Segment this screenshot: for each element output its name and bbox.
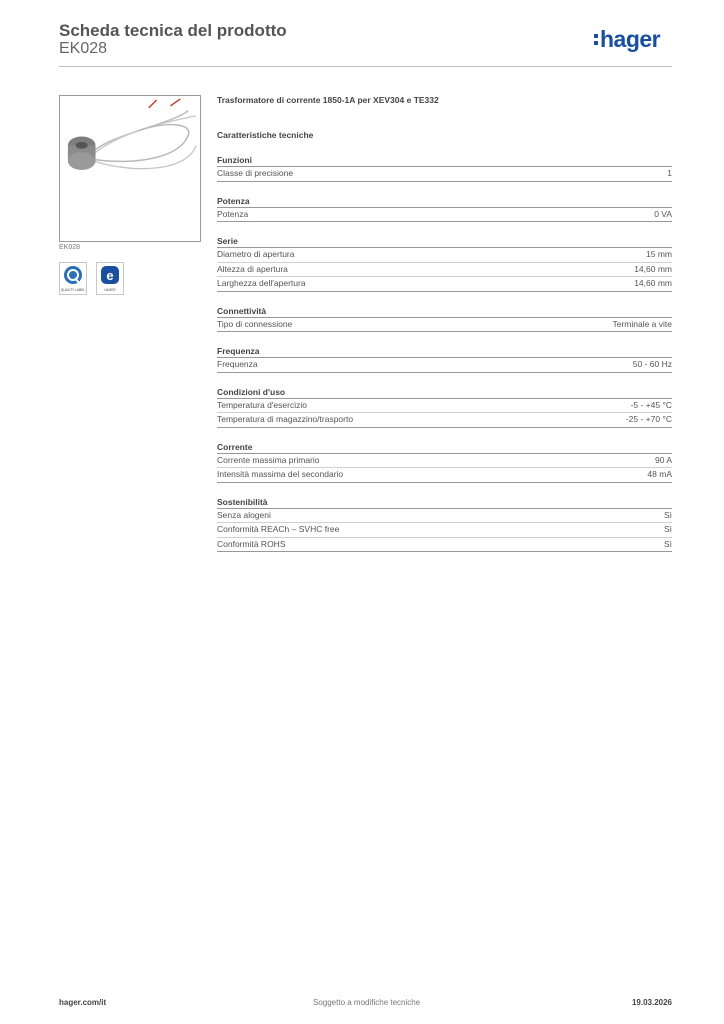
spec-value: Sì: [663, 509, 672, 520]
spec-label: Temperatura di magazzino/trasporto: [217, 414, 354, 424]
spec-label: Corrente massima primario: [217, 454, 320, 465]
spec-row: [217, 523, 672, 538]
page-title: Scheda tecnica del prodotto: [59, 21, 287, 40]
spec-row: [217, 318, 672, 333]
spec-label: Conformità REACh – SVHC free: [217, 524, 340, 534]
product-image: [59, 95, 201, 242]
spec-section: [217, 196, 672, 223]
image-caption: EK028: [59, 244, 81, 251]
tech-heading: Caratteristiche tecniche: [217, 130, 314, 140]
quality-label-icon: [60, 263, 86, 294]
spec-row: [217, 167, 672, 182]
spec-row: [217, 399, 672, 414]
spec-label: Classe di precisione: [217, 168, 294, 178]
spec-row: [217, 277, 672, 292]
spec-label: Diametro di apertura: [217, 249, 295, 259]
e-label-badge: [96, 262, 124, 295]
spec-value: 15 mm: [646, 249, 672, 259]
spec-label: Potenza: [217, 208, 249, 219]
spec-section: [217, 236, 672, 292]
spec-content: [217, 95, 672, 552]
spec-row: [217, 263, 672, 278]
spec-section: [217, 497, 672, 553]
spec-row: [217, 413, 672, 428]
spec-value: Sì: [663, 524, 672, 534]
spec-value: 90 A: [654, 454, 672, 465]
spec-label: Altezza di apertura: [217, 263, 288, 274]
spec-label: Frequenza: [217, 359, 258, 369]
spec-sections: [217, 155, 672, 552]
spec-value: Terminale a vite: [612, 318, 672, 329]
spec-row: [217, 248, 672, 263]
section-title: Potenza: [217, 196, 672, 208]
spec-value: Sì: [663, 538, 672, 549]
section-title: Serie: [217, 236, 672, 248]
section-title: Funzioni: [217, 155, 672, 167]
logo-dots-icon: [594, 34, 598, 45]
spec-row: [217, 454, 672, 469]
spec-section: [217, 387, 672, 428]
spec-label: Intensità massima del secondario: [217, 469, 344, 479]
spec-value: 50 - 60 Hz: [632, 359, 672, 369]
product-description: Trasformatore di corrente 1850-1A per XEV304 e TE332: [217, 95, 439, 105]
hager-logo[interactable]: [594, 28, 660, 51]
spec-section: [217, 442, 672, 483]
spec-section: [217, 155, 672, 182]
header-divider: [59, 66, 672, 67]
spec-value: 1: [667, 168, 672, 178]
spec-value: -5 - +45 °C: [630, 399, 672, 410]
badge-caption: QUALITY LABEL: [60, 288, 86, 292]
spec-section: [217, 346, 672, 373]
badge-caption: HAGER: [104, 288, 116, 292]
spec-row: [217, 358, 672, 373]
section-title: Corrente: [217, 442, 672, 454]
spec-value: 0 VA: [654, 208, 672, 219]
spec-label: Conformità ROHS: [217, 538, 286, 549]
current-transformer-illustration: [60, 96, 200, 241]
section-title: Sostenibilità: [217, 497, 672, 509]
svg-text:e: e: [106, 268, 114, 283]
spec-value: 48 mA: [647, 469, 672, 479]
spec-label: Tipo di connessione: [217, 318, 293, 329]
product-code: EK028: [59, 40, 108, 57]
quality-label-badge: [59, 262, 87, 295]
spec-section: [217, 306, 672, 333]
spec-row: [217, 538, 672, 553]
spec-label: Larghezza dell'apertura: [217, 278, 306, 288]
spec-row: [217, 509, 672, 524]
logo-text: hager: [600, 26, 661, 52]
spec-value: 14,60 mm: [634, 278, 672, 288]
footer-website-link[interactable]: hager.com/it: [59, 998, 107, 1007]
spec-label: Senza alogeni: [217, 509, 271, 520]
spec-label: Temperatura d'esercizio: [217, 399, 307, 410]
section-title: Frequenza: [217, 346, 672, 358]
e-lightning-label-icon: [97, 263, 123, 294]
spec-row: [217, 208, 672, 223]
section-title: Connettività: [217, 306, 672, 318]
spec-value: -25 - +70 °C: [625, 414, 672, 424]
section-title: Condizioni d'uso: [217, 387, 672, 399]
spec-row: [217, 468, 672, 483]
footer-note: Soggetto a modifiche tecniche: [313, 998, 421, 1007]
certification-badges: [59, 262, 124, 295]
spec-value: 14,60 mm: [634, 263, 672, 274]
footer-date: 19.03.2026: [631, 998, 672, 1007]
